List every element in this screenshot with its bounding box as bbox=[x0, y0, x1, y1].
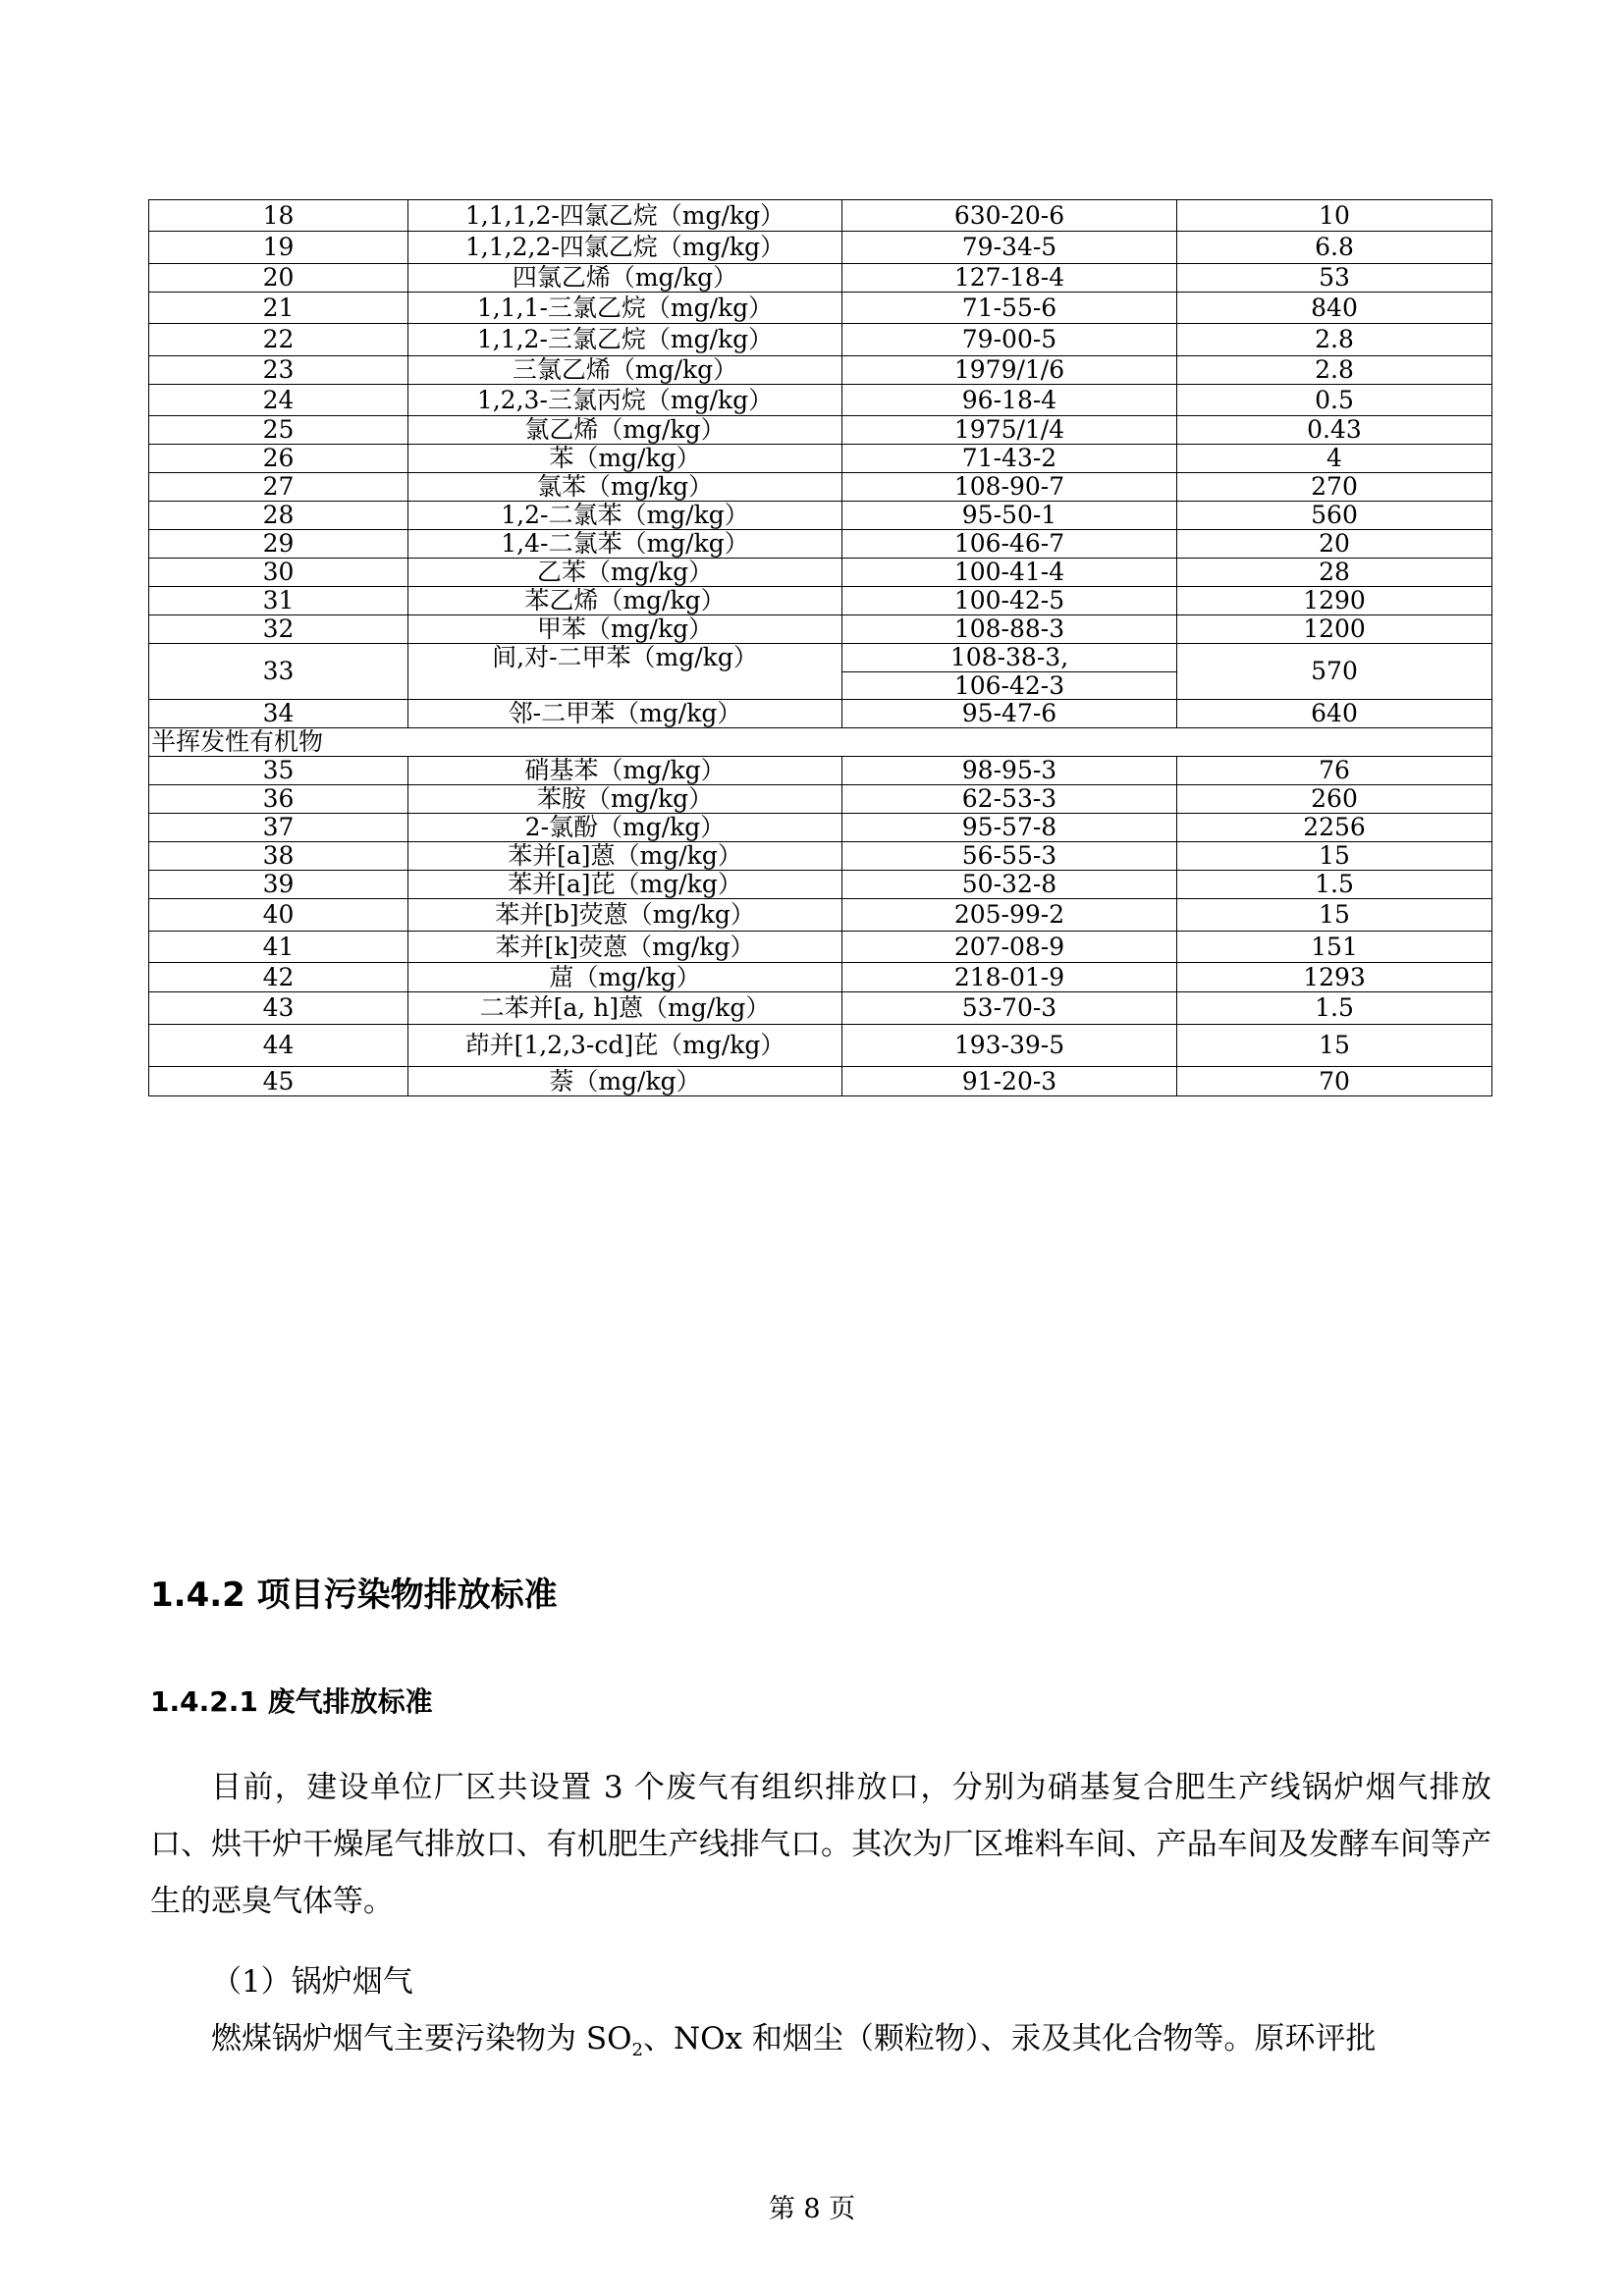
table-row bbox=[149, 502, 1492, 530]
row-number-cell: 45 bbox=[149, 1067, 408, 1096]
row-number-cell: 30 bbox=[149, 559, 408, 587]
cas-number-cell: 218-01-9 bbox=[842, 963, 1177, 992]
limit-value-cell: 15 bbox=[1177, 842, 1492, 871]
cas-number-cell: 108-88-3 bbox=[842, 615, 1177, 644]
limit-value-cell: 640 bbox=[1177, 700, 1492, 728]
cas-number-cell: 71-43-2 bbox=[842, 445, 1177, 473]
table-row bbox=[149, 530, 1492, 559]
row-number-cell: 18 bbox=[149, 200, 408, 232]
row-number-cell: 27 bbox=[149, 473, 408, 502]
cas-number-cell: 106-42-3 bbox=[842, 671, 1177, 700]
table-row bbox=[149, 445, 1492, 473]
substance-name-cell: 1,1,2-三氯乙烷（mg/kg） bbox=[408, 324, 842, 356]
table-row bbox=[149, 785, 1492, 814]
limit-value-cell: 2256 bbox=[1177, 814, 1492, 842]
table-row bbox=[149, 842, 1492, 871]
substance-name-cell: 氯乙烯（mg/kg） bbox=[408, 416, 842, 445]
limit-value-cell: 260 bbox=[1177, 785, 1492, 814]
substance-name-cell: 三氯乙烯（mg/kg） bbox=[408, 356, 842, 385]
row-number-cell: 21 bbox=[149, 293, 408, 324]
row-number-cell: 40 bbox=[149, 899, 408, 932]
row-number-cell: 37 bbox=[149, 814, 408, 842]
cas-number-cell: 193-39-5 bbox=[842, 1025, 1177, 1067]
row-number-cell: 22 bbox=[149, 324, 408, 356]
table-row bbox=[149, 700, 1492, 728]
limit-value-cell: 270 bbox=[1177, 473, 1492, 502]
row-number-cell: 39 bbox=[149, 871, 408, 899]
para3-before: 燃煤锅炉烟气主要污染物为 SO bbox=[211, 2021, 632, 2056]
limit-value-cell: 151 bbox=[1177, 932, 1492, 963]
table-row bbox=[149, 814, 1492, 842]
row-number-cell: 42 bbox=[149, 963, 408, 992]
table-row bbox=[149, 615, 1492, 644]
limit-value-cell: 2.8 bbox=[1177, 324, 1492, 356]
substance-name-cell: 苯并[k]荧蒽（mg/kg） bbox=[408, 932, 842, 963]
para3-after: 、NOx 和烟尘（颗粒物）、汞及其化合物等。原环评批 bbox=[642, 2021, 1377, 2056]
page-footer: 第 8 页 bbox=[768, 2194, 856, 2224]
limit-value-cell: 28 bbox=[1177, 559, 1492, 587]
cas-number-cell: 62-53-3 bbox=[842, 785, 1177, 814]
cas-number-cell: 71-55-6 bbox=[842, 293, 1177, 324]
table-row bbox=[149, 587, 1492, 615]
substance-name-cell: 苯并[a]芘（mg/kg） bbox=[408, 871, 842, 899]
substance-name-cell: 1,4-二氯苯（mg/kg） bbox=[408, 530, 842, 559]
row-number-cell: 24 bbox=[149, 385, 408, 416]
cas-number-cell: 207-08-9 bbox=[842, 932, 1177, 963]
limit-value-cell: 1.5 bbox=[1177, 992, 1492, 1025]
table-body bbox=[149, 200, 1492, 1096]
limit-value-cell: 76 bbox=[1177, 757, 1492, 785]
row-number-cell: 36 bbox=[149, 785, 408, 814]
table-row bbox=[149, 1067, 1492, 1096]
cas-number-cell: 91-20-3 bbox=[842, 1067, 1177, 1096]
paragraph-emission-outlets: 目前，建设单位厂区共设置 3 个废气有组织排放口，分别为硝基复合肥生产线锅炉烟气排放口、烘干炉干燥尾气排放口、有机肥生产线排气口。其次为厂区堆料车间、产品车间及发酵车间等产生的恶臭气体等。 bbox=[150, 1770, 1491, 1919]
substance-name-cell: 硝基苯（mg/kg） bbox=[408, 757, 842, 785]
table-row bbox=[149, 932, 1492, 963]
limit-value-cell: 1293 bbox=[1177, 963, 1492, 992]
cas-number-cell: 1979/1/6 bbox=[842, 356, 1177, 385]
substance-name-cell: 1,1,2,2-四氯乙烷（mg/kg） bbox=[408, 232, 842, 264]
substance-name-cell: 氯苯（mg/kg） bbox=[408, 473, 842, 502]
table-row bbox=[149, 264, 1492, 293]
row-number-cell: 38 bbox=[149, 842, 408, 871]
table-row bbox=[149, 356, 1492, 385]
cas-number-cell: 95-57-8 bbox=[842, 814, 1177, 842]
cas-number-cell: 630-20-6 bbox=[842, 200, 1177, 232]
row-number-cell: 23 bbox=[149, 356, 408, 385]
limit-value-cell: 570 bbox=[1177, 644, 1492, 700]
row-number-cell: 33 bbox=[149, 644, 408, 700]
row-number-cell: 29 bbox=[149, 530, 408, 559]
substance-name-cell: 1,2,3-三氯丙烷（mg/kg） bbox=[408, 385, 842, 416]
table-row bbox=[149, 293, 1492, 324]
table-row bbox=[149, 200, 1492, 232]
table-row bbox=[149, 1025, 1492, 1067]
substance-name-cell: 邻-二甲苯（mg/kg） bbox=[408, 700, 842, 728]
cas-number-cell: 100-42-5 bbox=[842, 587, 1177, 615]
cas-number-cell: 56-55-3 bbox=[842, 842, 1177, 871]
row-number-cell: 25 bbox=[149, 416, 408, 445]
cas-number-cell: 50-32-8 bbox=[842, 871, 1177, 899]
limit-value-cell: 20 bbox=[1177, 530, 1492, 559]
limit-value-cell: 15 bbox=[1177, 1025, 1492, 1067]
limit-value-cell: 0.5 bbox=[1177, 385, 1492, 416]
substance-name-cell: 1,1,1-三氯乙烷（mg/kg） bbox=[408, 293, 842, 324]
substance-name-cell: 甲苯（mg/kg） bbox=[408, 615, 842, 644]
substance-name-cell: 四氯乙烯（mg/kg） bbox=[408, 264, 842, 293]
section-label-cell: 半挥发性有机物 bbox=[149, 728, 1492, 757]
row-number-cell: 34 bbox=[149, 700, 408, 728]
cas-number-cell: 127-18-4 bbox=[842, 264, 1177, 293]
substance-name-cell: 苯并[b]荧蒽（mg/kg） bbox=[408, 899, 842, 932]
cas-number-cell: 96-18-4 bbox=[842, 385, 1177, 416]
cas-number-cell: 1975/1/4 bbox=[842, 416, 1177, 445]
paragraph-boiler-pollutants bbox=[150, 2010, 1491, 2067]
substance-name-cell: 1,2-二氯苯（mg/kg） bbox=[408, 502, 842, 530]
substance-name-cell: 䓛（mg/kg） bbox=[408, 963, 842, 992]
substance-name-cell: 茚并[1,2,3-cd]芘（mg/kg） bbox=[408, 1025, 842, 1067]
table-row bbox=[149, 963, 1492, 992]
row-number-cell: 35 bbox=[149, 757, 408, 785]
row-number-cell: 28 bbox=[149, 502, 408, 530]
limit-value-cell: 4 bbox=[1177, 445, 1492, 473]
table-row bbox=[149, 324, 1492, 356]
limit-value-cell: 1290 bbox=[1177, 587, 1492, 615]
limit-value-cell: 0.43 bbox=[1177, 416, 1492, 445]
substance-name-cell: 2-氯酚（mg/kg） bbox=[408, 814, 842, 842]
table-row bbox=[149, 473, 1492, 502]
row-number-cell: 32 bbox=[149, 615, 408, 644]
cas-number-cell: 205-99-2 bbox=[842, 899, 1177, 932]
cas-number-cell: 108-90-7 bbox=[842, 473, 1177, 502]
row-number-cell: 19 bbox=[149, 232, 408, 264]
para3-subscript: 2 bbox=[631, 2040, 643, 2061]
limit-value-cell: 70 bbox=[1177, 1067, 1492, 1096]
table-row bbox=[149, 644, 1492, 672]
substance-name-cell: 苯胺（mg/kg） bbox=[408, 785, 842, 814]
row-number-cell: 31 bbox=[149, 587, 408, 615]
row-number-cell: 43 bbox=[149, 992, 408, 1025]
limit-value-cell: 6.8 bbox=[1177, 232, 1492, 264]
table-row bbox=[149, 899, 1492, 932]
substance-name-cell: 乙苯（mg/kg） bbox=[408, 559, 842, 587]
section-heading-1-4-2-1: 1.4.2.1 废气排放标准 bbox=[150, 1685, 433, 1718]
cas-number-cell: 100-41-4 bbox=[842, 559, 1177, 587]
cas-number-cell: 95-47-6 bbox=[842, 700, 1177, 728]
table-row bbox=[149, 757, 1492, 785]
substance-name-cell: 间,对-二甲苯（mg/kg） bbox=[408, 644, 842, 700]
table-row bbox=[149, 232, 1492, 264]
table-row bbox=[149, 871, 1492, 899]
cas-number-cell: 106-46-7 bbox=[842, 530, 1177, 559]
substance-name-cell: 萘（mg/kg） bbox=[408, 1067, 842, 1096]
limit-value-cell: 15 bbox=[1177, 899, 1492, 932]
table-row bbox=[149, 416, 1492, 445]
cas-number-cell: 79-34-5 bbox=[842, 232, 1177, 264]
cas-number-cell: 53-70-3 bbox=[842, 992, 1177, 1025]
cas-number-cell: 95-50-1 bbox=[842, 502, 1177, 530]
pollutant-limits-table bbox=[148, 199, 1492, 1096]
row-number-cell: 41 bbox=[149, 932, 408, 963]
limit-value-cell: 1200 bbox=[1177, 615, 1492, 644]
limit-value-cell: 840 bbox=[1177, 293, 1492, 324]
substance-name-cell: 二苯并[a, h]蒽（mg/kg） bbox=[408, 992, 842, 1025]
limit-value-cell: 10 bbox=[1177, 200, 1492, 232]
section-heading-1-4-2: 1.4.2 项目污染物排放标准 bbox=[150, 1575, 558, 1615]
substance-name-cell: 苯乙烯（mg/kg） bbox=[408, 587, 842, 615]
row-number-cell: 44 bbox=[149, 1025, 408, 1067]
table-row bbox=[149, 385, 1492, 416]
limit-value-cell: 2.8 bbox=[1177, 356, 1492, 385]
limit-value-cell: 53 bbox=[1177, 264, 1492, 293]
limit-value-cell: 1.5 bbox=[1177, 871, 1492, 899]
table-row bbox=[149, 992, 1492, 1025]
paragraph-boiler-heading: （1）锅炉烟气 bbox=[211, 1964, 413, 2000]
substance-name-cell: 1,1,1,2-四氯乙烷（mg/kg） bbox=[408, 200, 842, 232]
table-section-row bbox=[149, 728, 1492, 757]
cas-number-cell: 98-95-3 bbox=[842, 757, 1177, 785]
substance-name-cell: 苯（mg/kg） bbox=[408, 445, 842, 473]
substance-name-cell: 苯并[a]蒽（mg/kg） bbox=[408, 842, 842, 871]
row-number-cell: 26 bbox=[149, 445, 408, 473]
limit-value-cell: 560 bbox=[1177, 502, 1492, 530]
cas-number-cell: 108-38-3, bbox=[842, 644, 1177, 672]
row-number-cell: 20 bbox=[149, 264, 408, 293]
cas-number-cell: 79-00-5 bbox=[842, 324, 1177, 356]
table-row bbox=[149, 559, 1492, 587]
